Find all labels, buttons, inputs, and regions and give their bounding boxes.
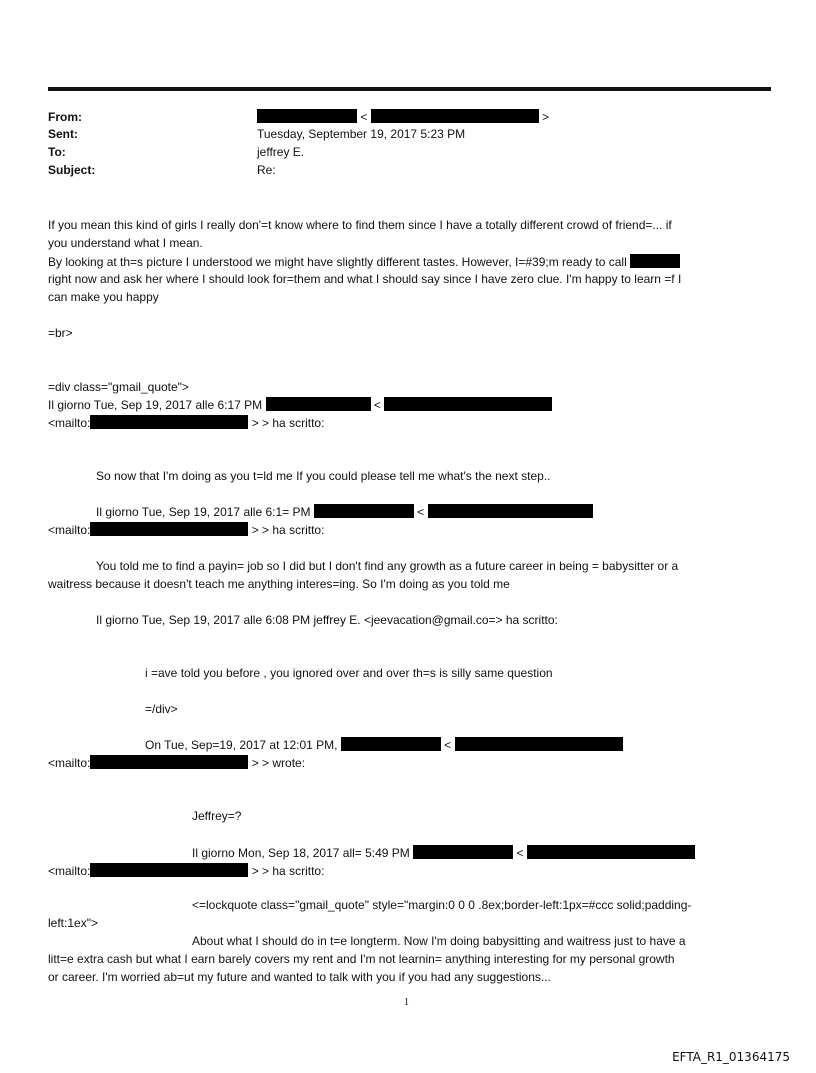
redacted-name xyxy=(413,845,513,859)
to-value: jeffrey E. xyxy=(257,145,305,159)
header-rule xyxy=(48,87,771,91)
sent-label: Sent: xyxy=(48,127,78,141)
body-line: right now and ask her where I should look for=them and what I should say since I have zero clue. I'm happy to learn =f I xyxy=(48,272,682,286)
message-line: litt=e extra cash but what I earn barely covers my rent and I'm not learnin= anything interesting for my personal growth xyxy=(48,952,675,966)
redacted-name xyxy=(630,254,680,268)
redacted-email xyxy=(428,504,593,518)
quote-header: Il giorno Tue, Sep 19, 2017 alle 6:17 PM < xyxy=(48,397,552,412)
from-value xyxy=(257,109,549,124)
redacted-sender-name xyxy=(257,109,357,123)
message-line: You told me to find a payin= job so I did but I don't find any growth as a future career in being = babysitter or a xyxy=(96,559,679,573)
to-label: To: xyxy=(48,145,66,159)
redacted-email xyxy=(90,755,248,769)
quote-header: <mailto: > > wrote: xyxy=(48,756,306,770)
body-line: can make you happy xyxy=(48,290,159,304)
quote-header: On Tue, Sep=19, 2017 at 12:01 PM, < xyxy=(145,737,623,752)
from-gt: > xyxy=(542,110,550,124)
message-line: waitress because it doesn't teach me anything interes=ing. So I'm doing as you told me xyxy=(48,577,510,591)
redacted-email xyxy=(455,737,623,751)
quote-header: <mailto: > > ha scritto: xyxy=(48,416,325,430)
body-line: you understand what I mean. xyxy=(48,236,203,250)
message-line: or career. I'm worried ab=ut my future and wanted to talk with you if you had any suggestions... xyxy=(48,970,551,984)
subject-value: Re: xyxy=(257,163,276,177)
quote-header: Il giorno Mon, Sep 18, 2017 all= 5:49 PM < xyxy=(192,845,695,860)
raw-markup-line: left:1ex"> xyxy=(48,916,98,930)
redacted-name xyxy=(314,504,414,518)
page-number: 1 xyxy=(404,997,409,1008)
quote-header: Il giorno Tue, Sep 19, 2017 alle 6:08 PM jeffrey E. <jeevacation@gmail.co=> ha scritto: xyxy=(96,613,558,627)
sent-value: Tuesday, September 19, 2017 5:23 PM xyxy=(257,127,466,141)
from-lt: < xyxy=(360,110,368,124)
redacted-name xyxy=(266,397,371,411)
redacted-email xyxy=(90,522,248,536)
redacted-sender-email xyxy=(371,109,539,123)
quote-header: <mailto: > > ha scritto: xyxy=(48,864,325,878)
message-line: i =ave told you before , you ignored over and over th=s is silly same question xyxy=(145,666,553,680)
document-id: EFTA_R1_01364175 xyxy=(672,1050,790,1064)
redacted-email xyxy=(527,845,695,859)
raw-markup-line: =br> xyxy=(48,326,73,340)
raw-markup-line: =/div> xyxy=(145,702,178,716)
message-line: Jeffrey=? xyxy=(192,809,242,823)
redacted-email xyxy=(90,415,248,429)
raw-markup-line: =div class="gmail_quote"> xyxy=(48,380,189,394)
message-line: So now that I'm doing as you t=ld me If you could please tell me what's the next step.. xyxy=(96,469,551,483)
quote-header: <mailto: > > ha scritto: xyxy=(48,523,325,537)
body-line: By looking at th=s picture I understood we might have slightly different tastes. However, I=#39;m ready to call xyxy=(48,254,680,269)
body-line: If you mean this kind of girls I really don'=t know where to find them since I have a totally different crowd of friend=... if xyxy=(48,218,672,232)
redacted-email xyxy=(90,863,248,877)
raw-markup-line: <=lockquote class="gmail_quote" style="margin:0 0 0 .8ex;border-left:1px=#ccc solid;padding- xyxy=(192,898,692,912)
from-label: From: xyxy=(48,110,82,124)
redacted-name xyxy=(341,737,441,751)
message-line: About what I should do in t=e longterm. Now I'm doing babysitting and waitress just to have a xyxy=(192,934,686,948)
redacted-email xyxy=(384,397,552,411)
quote-header: Il giorno Tue, Sep 19, 2017 alle 6:1= PM < xyxy=(96,504,593,519)
subject-label: Subject: xyxy=(48,163,96,177)
